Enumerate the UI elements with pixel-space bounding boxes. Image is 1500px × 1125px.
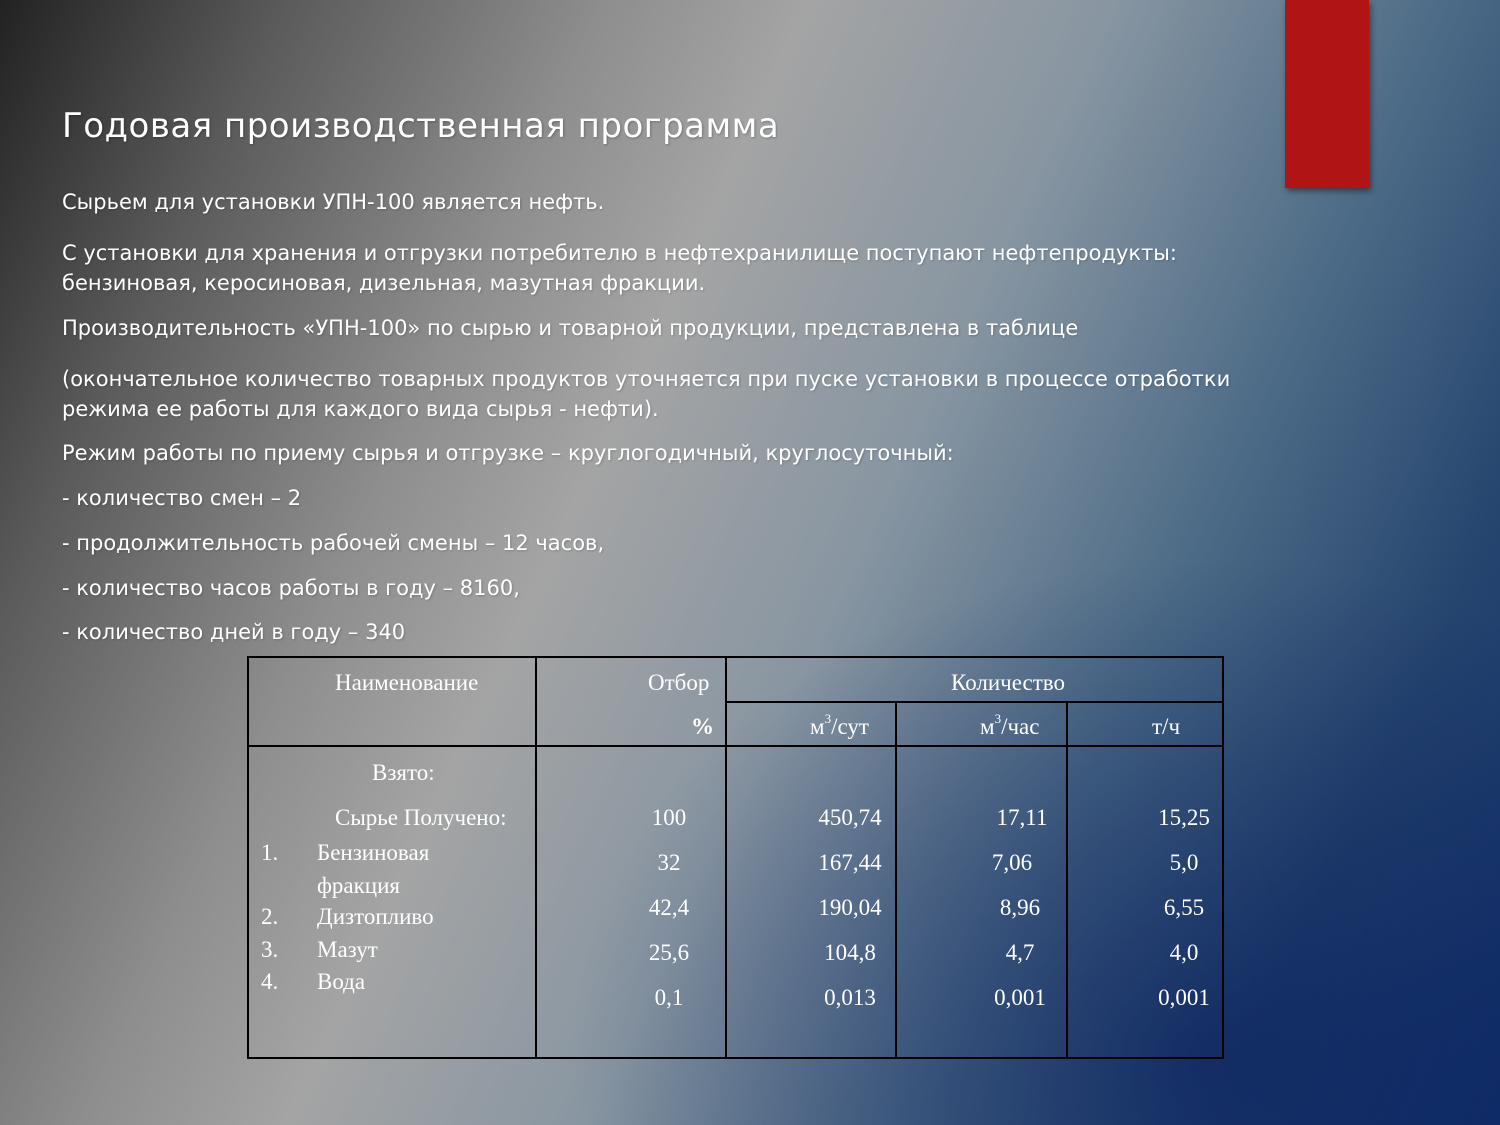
row4-t-h: 0,001 [1158, 985, 1210, 1010]
row2-m3-hour: 8,96 [999, 895, 1041, 920]
paragraph-note-line2: режима ее работы для каждого вида сырья - нефти). [62, 397, 659, 421]
row2-m3-day: 190,04 [818, 895, 882, 920]
row1-t-h: 5,0 [1169, 850, 1199, 875]
label-raw-obtained: Сырье Получено: [335, 805, 507, 830]
raw-m3-day: 450,74 [818, 805, 882, 830]
bullet-shifts: - количество смен – 2 [62, 486, 302, 510]
row4-number: 4. [261, 969, 279, 994]
paragraph-work-mode: Режим работы по приему сырья и отгрузке – круглогодичный, круглосуточный: [62, 441, 954, 465]
row3-number: 3. [261, 937, 279, 962]
header-name: Наименование [335, 670, 479, 695]
row1-percent: 32 [657, 850, 681, 875]
paragraph-raw-material: Сырьем для установки УПН-100 является нефть. [62, 190, 605, 214]
row1-m3-day: 167,44 [818, 850, 882, 875]
header-otbor: Отбор [648, 670, 710, 695]
header-quantity: Количество [951, 670, 1065, 695]
paragraph-products-line1: С установки для хранения и отгрузки потребителю в нефтехранилище поступают нефтепродукты: [62, 241, 1177, 265]
slide-title: Годовая производственная программа [62, 106, 780, 146]
paragraph-note-line1: (окончательное количество товарных продуктов уточняется при пуске установки в процессе отработки [62, 367, 1231, 391]
raw-percent: 100 [651, 805, 687, 830]
row4-m3-day: 0,013 [824, 985, 876, 1010]
table-divider [725, 701, 1222, 703]
table-divider [725, 658, 727, 1057]
row4-m3-hour: 0,001 [994, 985, 1046, 1010]
row1-name-line1: Бензиновая [317, 840, 430, 865]
row3-t-h: 4,0 [1169, 940, 1199, 965]
header-m3-per-day: $м^3$/сут [810, 711, 869, 739]
header-t-per-hour: т/ч [1152, 714, 1181, 739]
row3-m3-hour: 4,7 [1005, 940, 1035, 965]
paragraph-capacity: Производительность «УПН-100» по сырью и товарной продукции, представлена в таблице [62, 316, 1079, 340]
row3-percent: 25,6 [648, 940, 690, 965]
table-divider [535, 658, 537, 1057]
row2-percent: 42,4 [648, 895, 690, 920]
row1-name-line2: фракция [317, 873, 400, 898]
raw-m3-hour: 17,11 [996, 805, 1048, 830]
row1-m3-hour: 7,06 [991, 850, 1033, 875]
row2-t-h: 6,55 [1163, 895, 1205, 920]
row3-m3-day: 104,8 [824, 940, 876, 965]
bullet-hours-per-year: - количество часов работы в году – 8160, [62, 576, 520, 600]
row2-number: 2. [261, 904, 279, 929]
row4-name: Вода [317, 969, 366, 994]
raw-t-h: 15,25 [1158, 805, 1210, 830]
row1-number: 1. [261, 840, 279, 865]
label-taken: Взято: [372, 760, 435, 785]
row2-name: Дизтопливо [317, 904, 434, 929]
header-m3-per-hour: $м^3$/час [980, 711, 1040, 739]
row3-name: Мазут [317, 937, 378, 962]
red-accent-bar [1285, 0, 1369, 188]
row4-percent: 0,1 [654, 985, 684, 1010]
bullet-shift-duration: - продолжительность рабочей смены – 12 часов, [62, 531, 605, 555]
bullet-days-per-year: - количество дней в году – 340 [62, 620, 406, 644]
table-divider [249, 745, 1222, 747]
header-percent: % [691, 714, 714, 739]
paragraph-products-line2: бензиновая, керосиновая, дизельная, мазутная фракции. [62, 271, 706, 295]
production-table [247, 656, 1224, 1059]
